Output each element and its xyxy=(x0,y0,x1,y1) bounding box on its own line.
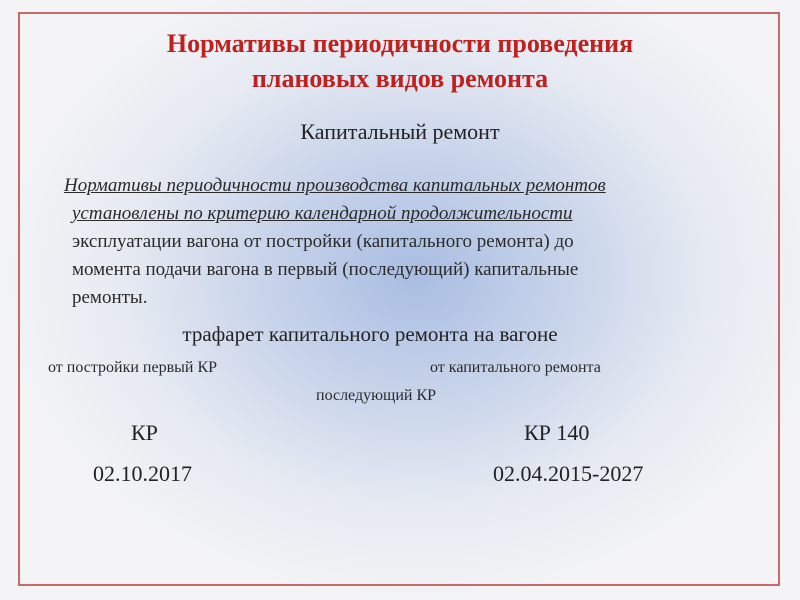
paragraph-line-4: момента подачи вагона в первый (последующий) капитальные xyxy=(72,259,579,280)
right-label-continued: последующий КР xyxy=(316,387,437,404)
left-label: от постройки первый КР xyxy=(48,359,218,376)
right-date: 02.04.2015-2027 xyxy=(493,461,644,486)
description-paragraph xyxy=(64,172,732,312)
paragraph-line-2: установлены по критерию календарной продолжительности xyxy=(72,203,573,224)
paragraph-line-1: Нормативы периодичности производства капитальных ремонтов xyxy=(64,175,606,196)
paragraph-line-5: ремонты. xyxy=(72,287,148,308)
paragraph-line-3: эксплуатации вагона от постройки (капитального ремонта) до xyxy=(72,231,574,252)
stencil-caption: трафарет капитального ремонта на вагоне xyxy=(182,322,558,346)
left-date: 02.10.2017 xyxy=(93,461,192,486)
right-code: КР 140 xyxy=(524,420,590,445)
section-subtitle: Капитальный ремонт xyxy=(300,119,500,144)
right-label: от капитального ремонта xyxy=(430,359,601,376)
left-code: КР xyxy=(131,420,158,445)
slide-title-line1: Нормативы периодичности проведения xyxy=(166,29,634,58)
slide-title-line2: плановых видов ремонта xyxy=(251,64,549,93)
